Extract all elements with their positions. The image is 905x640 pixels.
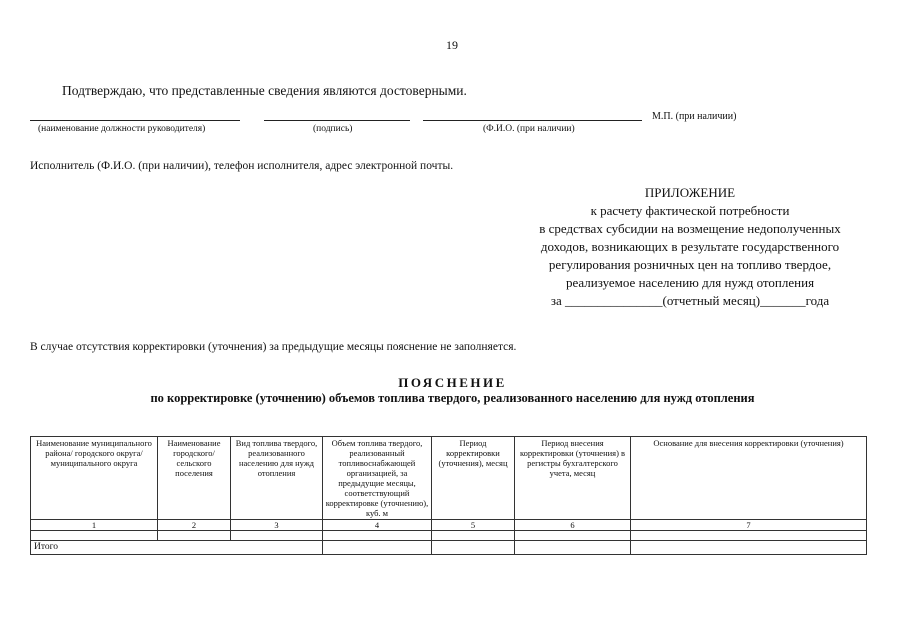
position-caption: (наименование должности руководителя) xyxy=(38,124,206,134)
appendix-line: к расчету фактической потребности xyxy=(590,203,790,218)
number-cell: 4 xyxy=(323,520,432,531)
total-label: Итого xyxy=(31,541,323,555)
table-number-row xyxy=(31,520,867,531)
table-cell xyxy=(432,531,515,541)
table-cell xyxy=(432,541,515,555)
table-cell xyxy=(323,531,432,541)
table-cell xyxy=(515,541,631,555)
table-cell xyxy=(158,531,231,541)
appendix-title: ПРИЛОЖЕНИЕ xyxy=(644,185,736,200)
table-cell xyxy=(231,531,323,541)
header-cell: Основание для внесения корректировки (уточнения) xyxy=(631,437,867,520)
table-header-row xyxy=(31,437,867,520)
note-text: В случае отсутствия корректировки (уточнения) за предыдущие месяцы пояснение не заполняется. xyxy=(30,341,517,353)
appendix-line: в средствах субсидии на возмещение недополученных xyxy=(539,221,841,236)
total-row xyxy=(31,541,867,555)
table-cell xyxy=(631,541,867,555)
header-cell: Период корректировки (уточнения), месяц xyxy=(432,437,515,520)
confirmation-text: Подтверждаю, что представленные сведения являются достоверными. xyxy=(62,83,467,98)
stamp-label: М.П. (при наличии) xyxy=(652,111,737,122)
appendix-line: доходов, возникающих в результате государственного xyxy=(540,239,840,254)
table-cell xyxy=(31,531,158,541)
table-cell xyxy=(515,531,631,541)
appendix-line: регулирования розничных цен на топливо твердое, xyxy=(548,257,832,272)
appendix-line: реализуемое населению для нужд отопления xyxy=(565,275,815,290)
number-cell: 6 xyxy=(515,520,631,531)
explanation-subheading: по корректировке (уточнению) объемов топлива твердого, реализованного населению для нужд отопления xyxy=(150,391,755,405)
correction-table xyxy=(30,436,867,555)
page-number: 19 xyxy=(446,38,458,52)
name-signature-line xyxy=(423,120,642,121)
header-cell: Период внесения корректировки (уточнения) в регистры бухгалтерского учета, месяц xyxy=(515,437,631,520)
header-cell: Наименование городского/ сельского поселения xyxy=(158,437,231,520)
number-cell: 7 xyxy=(631,520,867,531)
number-cell: 3 xyxy=(231,520,323,531)
signature-line xyxy=(264,120,410,121)
name-caption: (Ф.И.О. (при наличии) xyxy=(483,124,575,134)
table-cell xyxy=(323,541,432,555)
signature-caption: (подпись) xyxy=(313,124,353,134)
table-cell xyxy=(631,531,867,541)
number-cell: 5 xyxy=(432,520,515,531)
header-cell: Наименование муниципального района/ городского округа/ муниципального округа xyxy=(31,437,158,520)
appendix-block xyxy=(495,184,885,310)
explanation-heading: ПОЯСНЕНИЕ xyxy=(398,375,507,390)
executor-line: Исполнитель (Ф.И.О. (при наличии), телефон исполнителя, адрес электронной почты. xyxy=(30,160,454,172)
header-cell: Вид топлива твердого, реализованного населению для нужд отопления xyxy=(231,437,323,520)
number-cell: 2 xyxy=(158,520,231,531)
header-cell: Объем топлива твердого, реализованный топливоснабжающей организацией, за предыдущие месяцы, соответствующий корректировке (уточнению), куб. м xyxy=(323,437,432,520)
appendix-line: за _______________(отчетный месяц)_______года xyxy=(550,293,830,308)
table-row xyxy=(31,531,867,541)
number-cell: 1 xyxy=(31,520,158,531)
position-signature-line xyxy=(30,120,240,121)
